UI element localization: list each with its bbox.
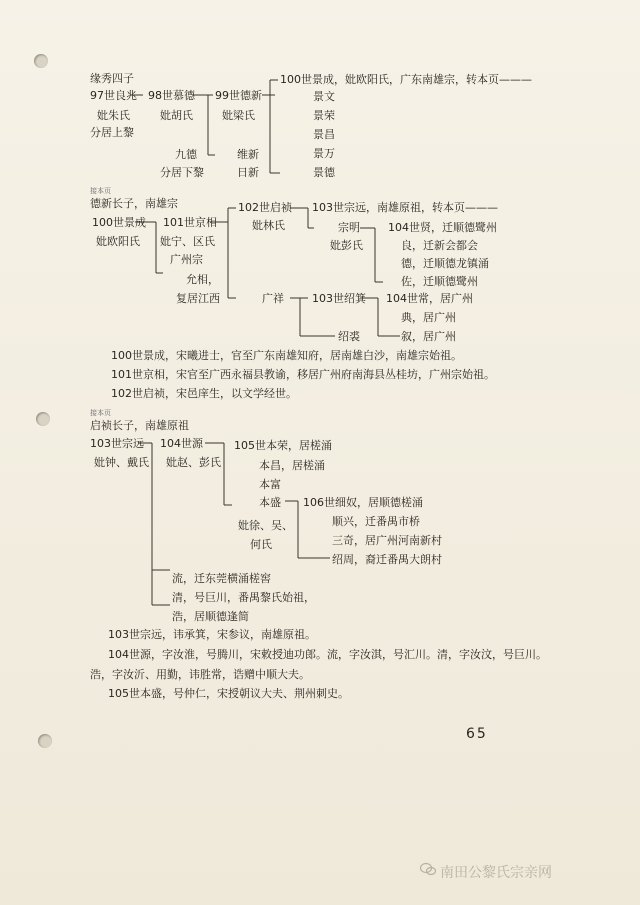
gen105-item: 本昌，居槎涌 [259, 459, 325, 472]
gen101-note: 广州宗 [170, 253, 203, 266]
brother-list-item: 景德 [313, 166, 335, 179]
gen104-name: 104世源 [160, 437, 203, 450]
wechat-icon [420, 862, 436, 876]
section3-note: 103世宗远，讳承箕，宋参议，南雄原祖。 [108, 628, 316, 641]
gen101-brother: 允相， [186, 273, 219, 286]
gen103-brother-wife: 妣彭氏 [330, 239, 363, 252]
gen104-wife2: 妣徐、吴、 [238, 519, 293, 532]
gen104-wife2-cont: 何氏 [250, 538, 272, 551]
gen104-list-item: 良，迁新会都会 [401, 239, 478, 252]
gen106-item: 三奇，居广州河南新村 [332, 534, 442, 547]
gen99-son-weixin: 维新 [237, 148, 259, 161]
brother-list-item: 景昌 [313, 128, 335, 141]
gen98-name: 98世慕德 [148, 89, 195, 102]
gen106-item: 106世细奴，居顺德槎涌 [303, 496, 423, 509]
gen102-wife: 妣林氏 [252, 219, 285, 232]
brother-list-item: 景万 [313, 147, 335, 160]
brother-list-item: 景文 [313, 90, 335, 103]
gen103-line: 103世宗远，南雄原祖，转本页——— [312, 201, 498, 214]
gen100-line: 100世景成，妣欧阳氏，广东南雄宗，转本页——— [280, 73, 532, 86]
gen98-wife: 妣胡氏 [160, 109, 193, 122]
section3-note: 105世本盛，号仲仁，宋授朝议大夫、荆州刺史。 [108, 687, 349, 700]
gen104-b-item: 典，居广州 [401, 311, 456, 324]
gen105-item: 本富 [259, 478, 281, 491]
section2-header: 德新长子，南雄宗 [90, 197, 178, 210]
section2-note: 100世景成，宋曦进士，官至广东南雄知府，居南雄白沙，南雄宗始祖。 [111, 349, 462, 362]
gen98-note: 分居下黎 [160, 166, 204, 179]
gen98-son-jiude: 九德 [175, 148, 197, 161]
gen104-list-item: 104世贤，迁顺德鹭州 [388, 221, 497, 234]
gen106-item: 绍周，裔迁番禺大朗村 [332, 553, 442, 566]
gen104-list-item: 佐，迁顺德鹭州 [401, 275, 478, 288]
gen103-wife: 妣钟、戴氏 [94, 456, 149, 469]
gen101-name: 101世京相 [163, 216, 217, 229]
watermark-text: 南田公黎氏宗亲网 [440, 865, 552, 881]
gen97-wife: 妣朱氏 [97, 109, 130, 122]
section2-note: 102世启祯，宋邑庠生，以文学经世。 [111, 387, 297, 400]
gen104-b-item: 104世常，居广州 [386, 292, 473, 305]
gen104-list-item: 德，迁顺德龙镇涌 [401, 257, 489, 270]
gen104-brother: 流，迁东莞横涌槎窖 [172, 572, 271, 585]
section3-note: 浩，字汝沂、用勤，讳胜常，诰赠中顺大夫。 [90, 668, 310, 681]
brother-list-item: 景荣 [313, 109, 335, 122]
page-number: 65 [466, 726, 488, 742]
gen99-name: 99世德新 [215, 89, 262, 102]
gen97-name: 97世良兆 [90, 89, 137, 102]
gen101-wife: 妣宁、区氏 [160, 235, 215, 248]
section3-tag: 接本页 [90, 409, 111, 417]
gen103-shao-name: 103世绍箕 [312, 292, 366, 305]
gen97-note: 分居上黎 [90, 126, 134, 139]
gen99-son-rixin: 日新 [237, 166, 259, 179]
shao-brother: 绍裘 [338, 330, 360, 343]
punch-hole-top [34, 54, 48, 68]
gen101-brother-note: 复居江西 [176, 292, 220, 305]
gen105-item: 105世本荣，居槎涌 [234, 439, 332, 452]
section3-header: 启祯长子，南雄原祖 [90, 419, 189, 432]
section3-note: 104世源，字汝淮，号腾川，宋敕授迪功郎。流，字汝淇，号汇川。清，字汝汶，号巨川。 [108, 648, 547, 661]
gen104-brother: 清，号巨川，番禺黎氏始祖， [172, 591, 315, 604]
gen106-item: 顺兴，迁番禺市桥 [332, 515, 420, 528]
gen104-b-item: 叙，居广州 [401, 330, 456, 343]
gen104-brother: 浩，居顺德逢简 [172, 610, 249, 623]
gen104-wife: 妣赵、彭氏 [166, 456, 221, 469]
punch-hole-bottom [38, 734, 52, 748]
gen99-wife: 妣梁氏 [222, 109, 255, 122]
section1-header: 缘秀四子 [90, 72, 134, 85]
gen103-name: 103世宗远 [90, 437, 144, 450]
gen100-wife: 妣欧阳氏 [96, 235, 140, 248]
gen100-name: 100世景成 [92, 216, 146, 229]
guangxiang-name: 广祥 [262, 292, 284, 305]
gen102-name: 102世启祯 [238, 201, 292, 214]
punch-hole-middle [36, 412, 50, 426]
gen105-item: 本盛 [259, 496, 281, 509]
section2-tag: 接本页 [90, 187, 111, 195]
section2-note: 101世京相，宋官至广西永福县教谕，移居广州府南海县丛桂坊，广州宗始祖。 [111, 368, 495, 381]
gen103-brother: 宗明 [338, 221, 360, 234]
